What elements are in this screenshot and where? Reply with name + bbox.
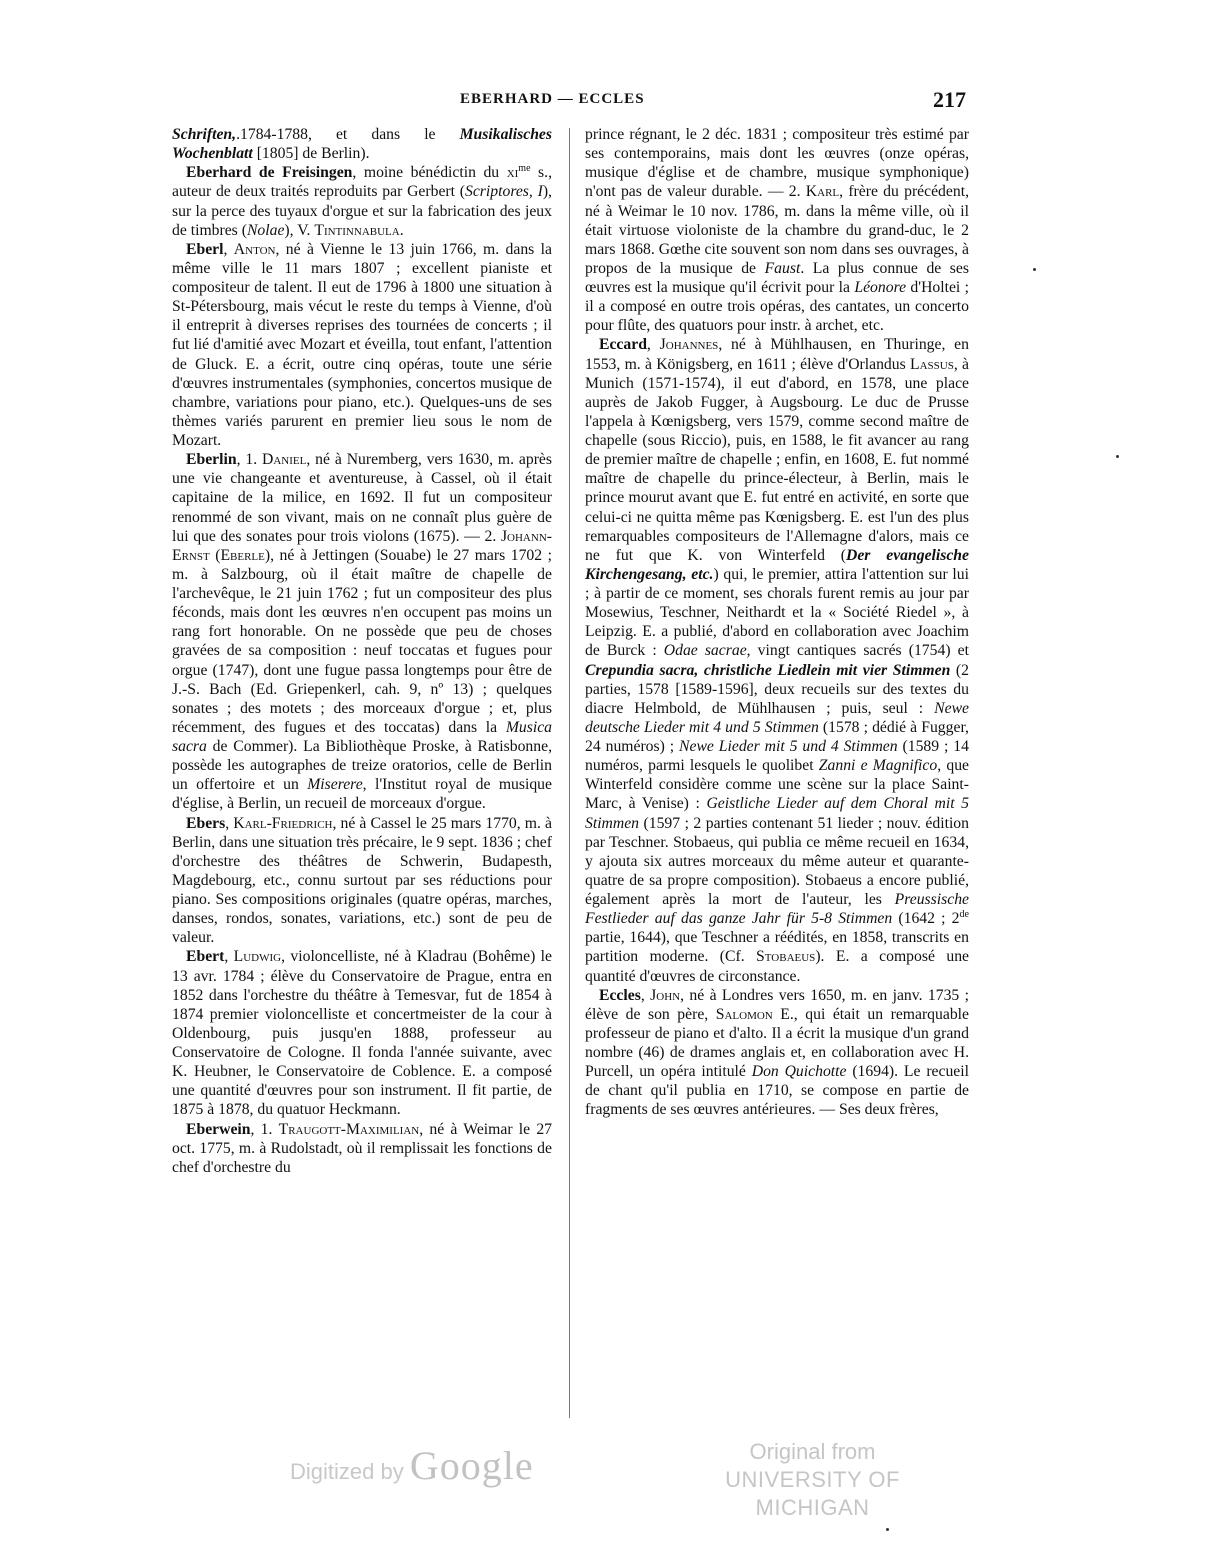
- entry-text: , moine bénédictin du: [352, 164, 507, 182]
- italic-text: Zanni e Magnifico: [818, 757, 938, 775]
- small-caps-text: Anton: [233, 240, 276, 258]
- entry-text: (1597 ; 2 parties contenant 51 lieder ; nouv. édition par Teschner. Stobaeus, qui publia ce même recueil en 1634, y ajouta six autres morceaux du même auteur et quarante-quatre de sa propre composition). Stobaeus a encore publié, également après la mort de l'auteur, les: [585, 814, 969, 908]
- entry-headword: Ebers: [186, 814, 226, 832]
- entry-text: .1784-1788, et dans le: [236, 126, 460, 143]
- entry-text: partie, 1644), que Teschner a réédités, en 1858, transcrits en partition moderne. (Cf.: [585, 929, 969, 966]
- entry-headword: Eccard: [599, 336, 647, 354]
- entry-text: s., auteur de deux traités reproduits par Gerbert (: [172, 164, 552, 201]
- entry-text: , violoncelliste, né à Kladrau (Bohême) le 13 avr. 1784 ; élève du Conservatoire de Prague, entra en 1852 dans l'orchestre du théâtre à Temesvar, fut de 1854 à 1874 premier violoncelliste et concertmeister de la cour à Oldenbourg, puis jusqu'en 1888, professeur au Conservatoire de Cologne. Il fonda l'année suivante, avec K. Heubner, le Conservatoire de Coblence. E. a composé une quantité d'œuvres pour son instrument. Il fit partie, de 1875 à 1878, du quatuor Heckmann.: [172, 948, 552, 1119]
- original-source-watermark: [665, 1438, 960, 1522]
- entry-continuation: [172, 125, 552, 163]
- entry-text: , frère du précédent, né à Weimar le 10 nov. 1786, m. dans la même ville, où il était virtuose violoniste de la chambre du grand-duc, le 2 mars 1868. Gœthe cite souvent son nom dans ses ouvrages, à propos de la musique de: [585, 183, 969, 277]
- entry-text: de Commer). La Bibliothèque Proske, à Ratisbonne, possède les autographes de treize oratorios, celle de Berlin un offertoire et un: [172, 738, 552, 794]
- entry-text: ), né à Jettingen (Souabe) le 27 mars 1702 ; m. à Salzbourg, où il était maître de chapelle de l'archevêque, le 21 juin 1762 ; fut un compositeur des plus féconds, mais dont les œuvres n'en occupent pas moins un rang fort honorable. On ne possède que peu de choses gravées de sa composition : neuf toccatas et fugues pour orgue (1747), dont une fugue passa longtemps pour être de J.-S. Bach (Ed. Griepenkerl, cah. 9, nº 13) ; quelques sonates ; des motets ; des morceaux d'orgue ; et, plus récemment, des fugues et des toccatas) dans la: [172, 546, 552, 736]
- entry-text: , 1.: [236, 451, 263, 469]
- entry-text: , né à Nuremberg, vers 1630, m. après une vie changeante et aventureuse, à Cassel, où il était capitaine de la milice, en 1692. Il fut un compositeur renommé de son vivant, mais on ne connaît plus guère de lui que des sonates pour trois violons (1675). — 2.: [172, 451, 553, 545]
- entry-eberwein: [172, 1120, 552, 1177]
- entry-text: (1578 ; dédié à Fugger, 24 numéros) ;: [585, 718, 969, 755]
- italic-text: Scriptores, I: [465, 183, 543, 201]
- entry-ebert: [172, 947, 552, 1119]
- entry-eberl: [172, 240, 552, 450]
- entry-text: ,: [225, 814, 234, 832]
- italic-text: Musica sacra: [172, 718, 552, 755]
- italic-text: Preussische Festlieder auf das ganze Jahr für 5-8 Stimmen: [585, 891, 969, 928]
- entry-eccard: [585, 335, 969, 985]
- entry-ebers: [172, 814, 552, 948]
- entry-text: ), sur la perce des tuyaux d'orgue et sur la fabrication des jeux de timbres (: [172, 183, 552, 239]
- small-caps-text: Eberle: [220, 546, 265, 564]
- italic-text: Newe deutsche Lieder mit 4 und 5 Stimmen: [585, 699, 969, 736]
- small-caps-text: John: [650, 986, 681, 1004]
- entry-text: , né à Vienne le 13 juin 1766, m. dans la même ville le 11 mars 1807 ; excellent pianiste et compositeur de talent. Il eut de 1796 à 1800 une situation à St-Pétersbourg, mais vécut le reste du temps à Vienne, d'où il entreprit à diverses reprises des tournées de concerts ; il fut lié d'amitié avec Mozart et éveilla, tout enfant, l'attention de Gluck. E. a écrit, outre cinq opéras, toute une série d'œuvres instrumentales (symphonies, concertos musique de chambre, variations pour piano, etc.). Quelques-uns de ses thèmes variés parurent en premier lieu sous le nom de Mozart.: [172, 240, 552, 449]
- entry-headword: Eccles: [599, 986, 641, 1004]
- entry-text: ,: [223, 240, 234, 258]
- entry-text: , l'Institut royal de musique d'église, à Berlin, un recueil de morceaux d'orgue.: [172, 776, 552, 813]
- google-logo: Google: [409, 1443, 534, 1488]
- small-caps-text: Karl: [805, 183, 840, 201]
- original-from-text: Original from: [749, 1439, 876, 1464]
- institution-name: UNIVERSITY OF MICHIGAN: [725, 1467, 900, 1520]
- title-italic: Schriften,: [172, 126, 237, 143]
- page-number: 217: [933, 87, 966, 112]
- italic-text: Geistliche Lieder auf dem Choral mit 5 Stimmen: [585, 795, 970, 832]
- entry-text: (2 parties, 1578 [1589-1596], deux recueils sur des textes du diacre Helmbold, de Mühlhausen ; puis, seul :: [585, 661, 969, 717]
- scan-speck: [1033, 268, 1036, 271]
- entry-text: , né à Weimar le 27 oct. 1775, m. à Rudolstadt, où il remplissait les fonctions de chef d'orchestre du: [172, 1120, 553, 1176]
- entry-text: (1589 ; 14 numéros, parmi lesquels le quolibet: [585, 738, 969, 775]
- entry-text: (1642 ; 2: [892, 910, 960, 928]
- small-caps-text: Traugott-Maximilian: [278, 1120, 420, 1138]
- digitization-footer: [280, 1438, 960, 1520]
- entry-eberwein-continuation: [585, 125, 969, 335]
- small-caps-text: xi: [506, 164, 519, 182]
- cross-reference: Stobaeus: [756, 948, 816, 966]
- entry-text: , né à Cassel le 25 mars 1770, m. à Berlin, dans une situation très précaire, le 9 sept. 1836 ; chef d'orchestre des théâtres de Schwerin, Budapesth, Magdebourg, etc., connu surtout par ses réductions pour piano. Ses compositions originales (quatre opéras, marches, danses, rondos, sonates, variations, etc.) sont de peu de valeur.: [172, 814, 552, 947]
- entry-text: E., qui était un remarquable professeur de piano et d'alto. Il a écrit la musique d'un grand nombre (46) de drames anglais et, en collaboration avec H. Purcell, un opéra intitulé: [585, 1005, 969, 1081]
- entry-text: ) qui, le premier, attira l'attention sur lui ; à partir de ce moment, ses chorals furent remis au jour par Mosewius, Teschner, Neithardt et la « Société Riedel », à Leipzig. E. a publié, d'abord en collaboration avec Joachim de Burck :: [585, 565, 969, 660]
- italic-text: Newe Lieder mit 5 und 4 Stimmen: [679, 738, 898, 755]
- superscript: me: [518, 163, 531, 175]
- entry-text: (: [209, 546, 221, 564]
- small-caps-text: Lassus: [910, 355, 954, 373]
- entry-headword: Eberlin: [186, 451, 237, 469]
- entry-headword: Ebert: [186, 948, 225, 966]
- digitized-by-watermark: [290, 1442, 534, 1489]
- title-italic: Musikalisches Wochenblatt: [172, 126, 552, 163]
- small-caps-text: Johannes: [659, 336, 719, 354]
- title-italic: Crepundia sacra, christliche Liedlein mit vier Stimmen: [585, 661, 951, 679]
- cross-reference: Tintinnabula: [314, 221, 400, 239]
- superscript: de: [959, 908, 969, 920]
- italic-text: Faust: [764, 259, 801, 277]
- left-column: [172, 125, 552, 1177]
- entry-text: , 1.: [250, 1120, 279, 1138]
- running-head: EBERHARD — ECCLES: [460, 91, 645, 107]
- entry-text: , vingt cantiques sacrés (1754) et: [746, 642, 969, 660]
- column-divider: [569, 128, 570, 1418]
- entry-text: (1694). Le recueil de chant qu'il publia en 1710, se compose en partie de fragments de ses œuvres antérieures. — Ses deux frères,: [585, 1063, 969, 1119]
- small-caps-text: Daniel: [262, 451, 307, 469]
- entry-text: ,: [646, 336, 660, 354]
- small-caps-text: Ludwig: [233, 948, 282, 966]
- entry-text: . La plus connue de ses œuvres est la musique qu'il écrivit pour la: [585, 259, 969, 296]
- entry-text: .: [399, 221, 404, 239]
- italic-text: Odae sacrae: [663, 642, 747, 660]
- italic-text: Nolae: [246, 221, 285, 239]
- entry-text: , que Winterfeld considère comme une scène sur la place Saint-Marc, à Venise) :: [585, 757, 969, 813]
- right-column: [585, 125, 969, 1120]
- entry-text: d'Holtei ; il a composé en outre trois opéras, des cantates, un concerto pour flûte, des quatuors pour instr. à archet, etc.: [585, 279, 969, 335]
- entry-eberlin: [172, 450, 552, 813]
- scan-speck: [1116, 455, 1119, 458]
- entry-headword: Eberhard de Freisingen: [186, 164, 353, 182]
- italic-text: Léonore: [854, 279, 907, 296]
- entry-text: [1805] de Berlin).: [252, 145, 370, 163]
- small-caps-text: Karl-Friedrich: [233, 814, 333, 832]
- entry-text: ,: [224, 948, 234, 966]
- entry-headword: Eberwein: [186, 1120, 251, 1138]
- title-italic: Der evangelische Kirchengesang, etc.: [585, 546, 969, 583]
- entry-text: ). E. a composé une quantité d'œuvres de circonstance.: [585, 948, 970, 985]
- entry-text: , à Munich (1571-1574), il eut d'abord, en 1578, une place auprès de Jakob Fugger, à Augsbourg. Le duc de Prusse l'appela à Kœnigsberg, vers 1579, comme second maître de chapelle (sous Riccio), puis, en 1588, le fit avancer au rang de premier maître de chapelle ; enfin, en 1608, E. fut nommé maître de chapelle du prince-électeur, à Berlin, mais le prince mourut avant que E. fut entré en activité, en sorte que celui-ci ne quitta même pas Kœnigsberg. E. est l'un des plus remarquables compositeurs de l'Allemagne d'alors, mais ce ne fut que K. von Winterfeld (: [585, 355, 969, 564]
- entry-text: ,: [640, 986, 651, 1004]
- page-header: [170, 87, 970, 117]
- small-caps-text: Johann-Ernst: [172, 527, 552, 564]
- digitized-by-text: Digitized by: [290, 1459, 404, 1484]
- entry-eccles: [585, 986, 969, 1120]
- italic-text: Don Quichotte: [751, 1063, 847, 1081]
- scan-speck: [886, 1528, 889, 1531]
- entry-text: ), V.: [284, 221, 315, 239]
- entry-text: , né à Londres vers 1650, m. en janv. 1735 ; élève de son père,: [585, 986, 970, 1023]
- entry-headword: Eberl: [186, 240, 224, 258]
- small-caps-text: Salomon: [715, 1005, 773, 1023]
- entry-text: , né à Mühlhausen, en Thuringe, en 1553, m. à Königsberg, en 1611 ; élève d'Orlandus: [585, 336, 969, 373]
- italic-text: Miserere: [307, 776, 363, 794]
- entry-text: prince régnant, le 2 déc. 1831 ; compositeur très estimé par ses contemporains, mais dont les œuvres (onze opéras, musique d'église et de chambre, musique symphonique) n'ont pas de valeur durable. — 2.: [585, 126, 969, 201]
- entry-eberhard: [172, 163, 552, 240]
